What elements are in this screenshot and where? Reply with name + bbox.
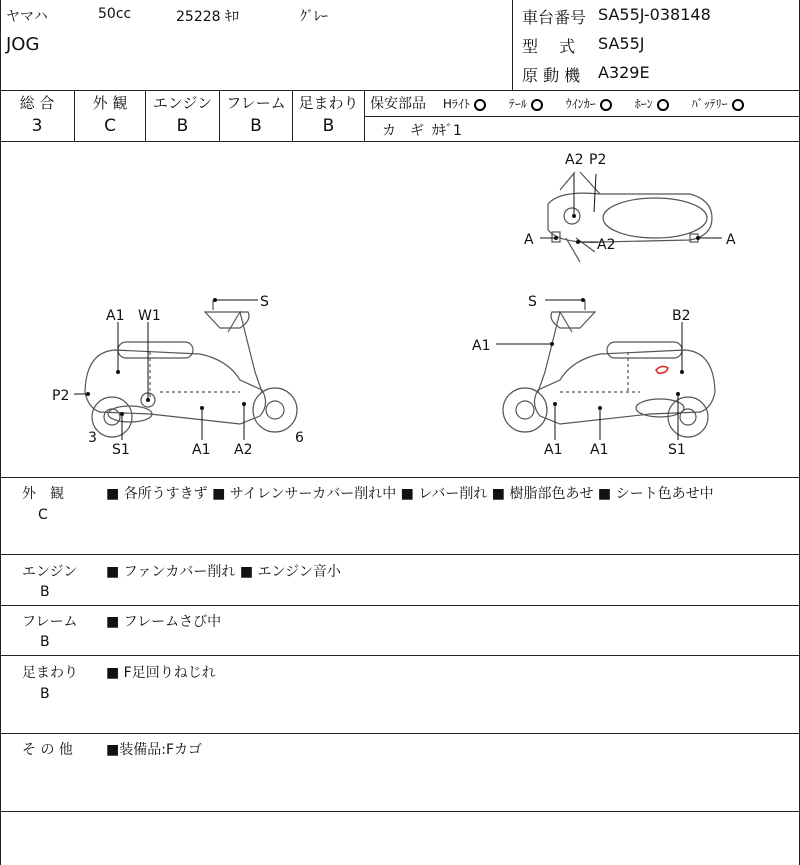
maker: ヤマハ	[6, 9, 48, 25]
grade-header-suspension: 足まわり	[298, 94, 359, 112]
ok-circle-icon	[657, 99, 669, 111]
left-label: S1	[112, 442, 130, 458]
left-label: A1	[192, 442, 211, 458]
note-text-exterior: ■ 各所うすきず ■ サイレンサーカバー削れ中 ■ レバー削れ ■ 樹脂部色あせ ■ シート色あせ中	[106, 486, 714, 502]
ok-circle-icon	[531, 99, 543, 111]
top-label: A2	[597, 237, 616, 253]
top-label: A	[726, 232, 736, 248]
left-label: 3	[88, 430, 97, 446]
left-label: S	[260, 294, 269, 310]
safety-item-battery: ﾊﾞｯﾃﾘｰ	[692, 96, 744, 112]
note-label-frame: フレーム	[22, 614, 78, 630]
top-label: A	[524, 232, 534, 248]
top-label: A2	[565, 152, 584, 168]
safety-parts-row	[370, 93, 744, 113]
grade-header-exterior: 外 観	[92, 94, 128, 112]
grade-overall: 3	[31, 116, 43, 136]
note-label-suspension: 足まわり	[22, 665, 78, 681]
key-value: ｶｷﾞ1	[432, 123, 462, 139]
frame-no-label: 車台番号	[522, 8, 587, 27]
left-label: A1	[106, 308, 125, 324]
right-label: B2	[672, 308, 691, 324]
note-text-other: ■装備品:Fカゴ	[106, 742, 202, 758]
right-label: S1	[668, 442, 686, 458]
grade-suspension: B	[322, 116, 335, 136]
note-grade-exterior: C	[38, 507, 48, 523]
engine-label: 原 動 機	[522, 66, 581, 85]
note-grade-suspension: B	[40, 686, 50, 702]
mileage: 25228 ｷﾛ	[176, 9, 239, 25]
grade-engine: B	[176, 116, 189, 136]
color: ｸﾞﾚｰ	[300, 9, 328, 25]
note-label-other: そ の 他	[22, 742, 73, 758]
engine-value: A329E	[598, 63, 650, 82]
grade-header-engine: エンジン	[152, 94, 213, 112]
left-label: 6	[295, 430, 304, 446]
damage-mark-icon	[656, 366, 668, 373]
displacement: 50cc	[98, 6, 132, 22]
ok-circle-icon	[474, 99, 486, 111]
right-label: A1	[472, 338, 491, 354]
right-label: A1	[590, 442, 609, 458]
grade-header-overall: 総 合	[19, 94, 55, 112]
key-label: カ ギ	[382, 123, 424, 139]
type-label: 型 式	[522, 37, 576, 56]
note-text-engine: ■ ファンカバー削れ ■ エンジン音小	[106, 564, 341, 580]
left-label: A2	[234, 442, 253, 458]
safety-label: 保安部品	[370, 96, 426, 112]
model-name: JOG	[6, 34, 40, 55]
safety-item-headlight: Hﾗｲﾄ	[443, 96, 486, 112]
note-grade-engine: B	[40, 584, 50, 600]
ok-circle-icon	[600, 99, 612, 111]
note-text-suspension: ■ F足回りねじれ	[106, 665, 216, 681]
grade-exterior: C	[104, 116, 116, 136]
grade-header-frame: フレーム	[226, 94, 286, 112]
left-label: P2	[52, 388, 70, 404]
grade-frame: B	[250, 116, 262, 136]
note-grade-frame: B	[40, 634, 50, 650]
right-label: S	[528, 294, 537, 310]
note-label-exterior: 外 観	[22, 486, 64, 502]
safety-item-tail: ﾃｰﾙ	[509, 96, 543, 112]
damage-diagram	[0, 142, 800, 477]
frame-no: SA55J-038148	[598, 5, 711, 24]
note-label-engine: エンジン	[22, 564, 78, 580]
top-label: P2	[589, 152, 607, 168]
ok-circle-icon	[732, 99, 744, 111]
safety-item-horn: ﾎｰﾝ	[635, 96, 669, 112]
note-text-frame: ■ フレームさび中	[106, 614, 222, 630]
right-label: A1	[544, 442, 563, 458]
type-value: SA55J	[598, 34, 645, 53]
safety-item-winker: ｳｲﾝｶｰ	[566, 96, 612, 112]
left-label: W1	[138, 308, 161, 324]
